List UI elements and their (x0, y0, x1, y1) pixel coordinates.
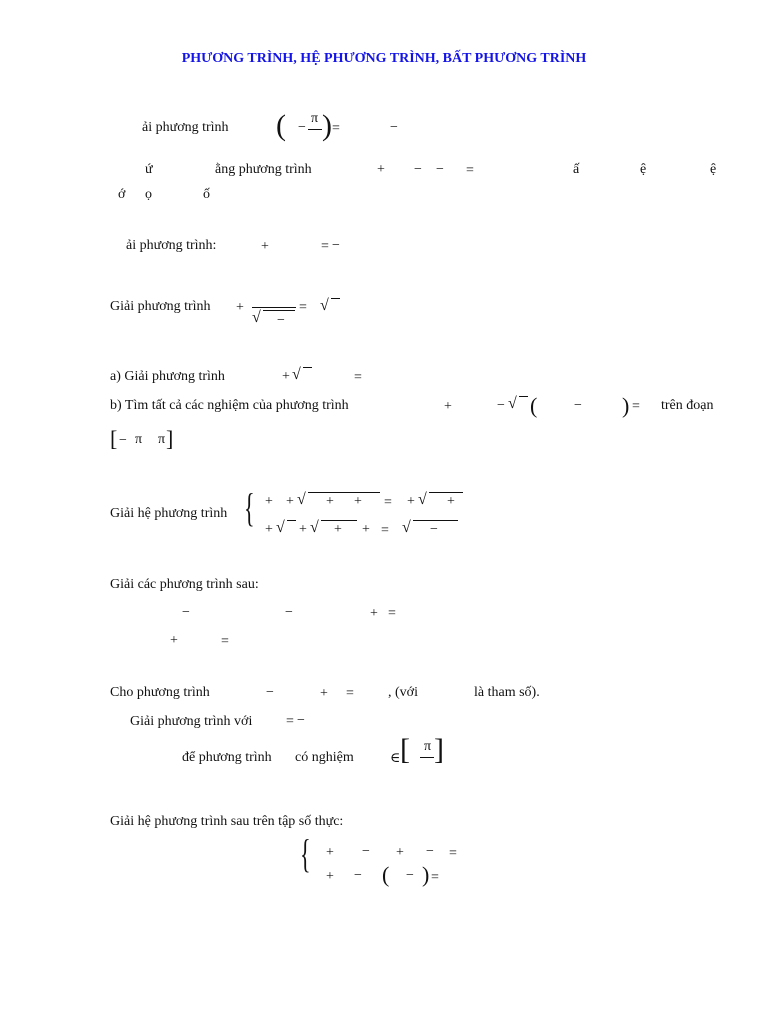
element-of-symbol: ∈ (390, 751, 401, 766)
minus-sign: − (332, 238, 340, 253)
minus-sign: − (119, 433, 127, 448)
minus-sign: − (574, 398, 582, 413)
param-text: , (với (388, 685, 418, 700)
sqrt-overline (519, 396, 528, 397)
minus-sign: − (406, 868, 414, 883)
sqrt-overline (321, 520, 357, 521)
plus-sign: + (370, 606, 378, 621)
minus-sign: − (497, 398, 505, 413)
plus-sign: + (396, 845, 404, 860)
fraction-bar (308, 129, 322, 130)
plus-sign: + (282, 369, 290, 384)
plus-sign: + (407, 494, 415, 509)
sqrt-symbol: √ (252, 309, 261, 326)
minus-sign: − (354, 868, 362, 883)
sqrt-overline (413, 520, 458, 521)
text-fragment: ọ (145, 187, 152, 202)
equals-sign: = (354, 370, 362, 385)
plus-sign: + (447, 494, 455, 509)
fraction-bar (252, 307, 296, 308)
plus-sign: + (334, 522, 342, 537)
text-fragment: ớ (118, 187, 126, 202)
text-fragment: ố (203, 187, 210, 202)
plus-sign: + (326, 869, 334, 884)
sqrt-symbol: √ (402, 519, 411, 536)
equals-sign: = (431, 870, 439, 885)
sqrt-overline (429, 492, 463, 493)
problem-3-text: ải phương trình: (126, 238, 217, 253)
minus-sign: − (285, 605, 293, 620)
problem-7-text: Giải các phương trình sau: (110, 577, 259, 592)
text-fragment: ấ (573, 162, 580, 177)
problem-5a-text: a) Giải phương trình (110, 369, 225, 384)
minus-sign: − (436, 162, 444, 177)
minus-sign: − (266, 685, 274, 700)
sqrt-symbol: √ (297, 491, 306, 508)
sqrt-symbol: √ (320, 297, 329, 314)
document-title: PHƯƠNG TRÌNH, HỆ PHƯƠNG TRÌNH, BẤT PHƯƠNG TRÌNH (181, 51, 587, 66)
bracket-close: ] (166, 426, 174, 451)
problem-5b-text: b) Tìm tất cả các nghiệm của phương trình (110, 398, 349, 413)
pi-symbol: π (158, 432, 166, 447)
paren-open: ( (276, 109, 286, 142)
sqrt-symbol: √ (276, 519, 285, 536)
sqrt-symbol: √ (310, 519, 319, 536)
sqrt-overline (303, 367, 312, 368)
text-fragment: ệ (640, 162, 647, 177)
plus-sign: + (326, 494, 334, 509)
plus-sign: + (261, 239, 269, 254)
equals-sign: = (286, 714, 294, 729)
subquestion-b-tail: có nghiệm (295, 750, 354, 765)
equals-sign: = (346, 686, 354, 701)
plus-sign: + (362, 522, 370, 537)
sqrt-symbol: √ (418, 491, 427, 508)
minus-sign: − (277, 313, 285, 328)
pi-symbol: π (135, 432, 143, 447)
sqrt-overline (287, 520, 296, 521)
system-brace: { (300, 831, 311, 876)
problem-8-text: Cho phương trình (110, 685, 210, 700)
equals-sign: = (384, 495, 392, 510)
problem-1-text: ải phương trình (142, 120, 229, 135)
plus-sign: + (236, 300, 244, 315)
fraction-bar (420, 757, 434, 758)
sqrt-symbol: √ (508, 395, 517, 412)
plus-sign: + (299, 522, 307, 537)
paren-close: ) (622, 393, 630, 418)
equals-sign: = (449, 846, 457, 861)
minus-sign: − (430, 522, 438, 537)
paren-open: ( (382, 862, 390, 887)
equals-sign: = (221, 634, 229, 649)
problem-9-text: Giải hệ phương trình sau trên tập số thực: (110, 814, 344, 829)
plus-sign: + (265, 522, 273, 537)
bracket-open: [ (110, 426, 118, 451)
plus-sign: + (377, 162, 385, 177)
param-text: là tham số). (474, 685, 540, 700)
plus-sign: + (286, 494, 294, 509)
sqrt-overline (263, 310, 295, 311)
paren-close: ) (322, 109, 332, 142)
equals-sign: = (381, 523, 389, 538)
minus-sign: − (362, 844, 370, 859)
text-fragment: ằng phương trình (215, 162, 312, 177)
plus-sign: + (326, 845, 334, 860)
minus-sign: − (298, 120, 306, 135)
bracket-open: [ (400, 733, 410, 766)
pi-symbol: π (424, 739, 432, 754)
sqrt-overline (308, 492, 380, 493)
sqrt-symbol: √ (292, 366, 301, 383)
plus-sign: + (354, 494, 362, 509)
sqrt-overline (331, 298, 340, 299)
subquestion-b: để phương trình (182, 750, 272, 765)
minus-sign: − (297, 713, 305, 728)
minus-sign: − (390, 120, 398, 135)
paren-open: ( (530, 393, 538, 418)
equals-sign: = (632, 399, 640, 414)
problem-6-text: Giải hệ phương trình (110, 506, 228, 521)
subquestion-a: Giải phương trình với (130, 714, 253, 729)
plus-sign: + (320, 686, 328, 701)
plus-sign: + (265, 494, 273, 509)
pi-symbol: π (311, 111, 319, 126)
text-fragment: ứ (145, 162, 153, 177)
equals-sign: = (332, 121, 340, 136)
equals-sign: = (299, 300, 307, 315)
minus-sign: − (182, 605, 190, 620)
minus-sign: − (414, 162, 422, 177)
minus-sign: − (426, 844, 434, 859)
equals-sign: = (388, 606, 396, 621)
text-fragment: ệ (710, 162, 717, 177)
problem-5b-tail: trên đoạn (661, 398, 714, 413)
paren-close: ) (422, 862, 430, 887)
bracket-close: ] (434, 733, 444, 766)
system-brace: { (244, 485, 255, 530)
problem-4-text: Giải phương trình (110, 299, 211, 314)
plus-sign: + (170, 633, 178, 648)
equals-sign: = (321, 239, 329, 254)
plus-sign: + (444, 399, 452, 414)
equals-sign: = (466, 163, 474, 178)
